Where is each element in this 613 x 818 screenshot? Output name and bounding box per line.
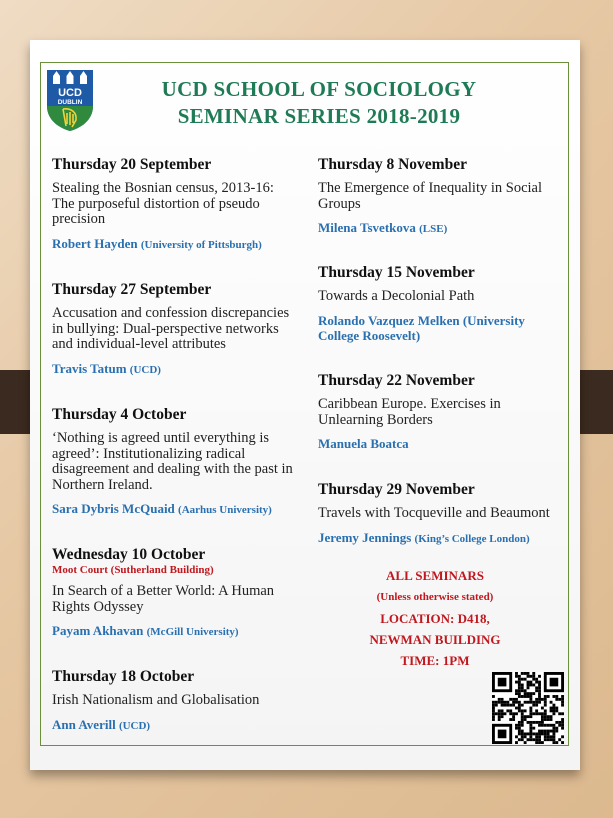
talk-title-line: The Emergence of Inequality in Social <box>318 180 542 196</box>
seminar-talk-title <box>52 431 314 493</box>
talk-title-line: Accusation and confession discrepancies <box>52 305 290 321</box>
speaker-affiliation: (Aarhus University) <box>178 504 272 516</box>
seminar-entry <box>52 156 314 253</box>
speaker-affiliation: (University <box>462 312 525 328</box>
seminar-speaker <box>318 313 574 343</box>
speaker-name: Rolando Vazquez Melken <box>318 312 460 328</box>
seminar-entry <box>318 264 574 343</box>
seminar-date: Thursday 15 November <box>318 264 475 281</box>
talk-title-line: agreed’: Institutionalizing radical <box>52 445 246 462</box>
seminar-speaker <box>318 530 574 547</box>
seminar-date: Thursday 4 October <box>52 406 187 423</box>
seminar-speaker <box>52 623 314 640</box>
talk-title-line: Irish Nationalism and Globalisation <box>52 692 260 708</box>
seminar-date: Thursday 20 September <box>52 156 212 173</box>
talk-title-line: The purposeful distortion of pseudo <box>52 195 260 212</box>
talk-title-line: Unlearning Borders <box>318 411 433 428</box>
speaker-affiliation: (King’s College London) <box>414 532 530 545</box>
seminar-talk-title <box>318 289 574 305</box>
seminar-speaker <box>52 361 314 378</box>
talk-title-line: Towards a Decolonial Path <box>318 288 475 304</box>
notice-all-seminars: ALL SEMINARS <box>386 568 484 583</box>
speaker-name: Robert Hayden <box>52 235 138 251</box>
seminar-entry <box>52 281 314 378</box>
seminar-talk-title <box>318 181 574 212</box>
notice-building: NEWMAN BUILDING <box>369 632 501 647</box>
speaker-name: Milena Tsvetkova <box>318 220 416 235</box>
seminar-venue: Moot Court (Sutherland Building) <box>52 564 214 576</box>
seminar-talk-title <box>318 506 574 522</box>
speaker-affiliation: (UCD) <box>118 719 151 732</box>
svg-text:DUBLIN: DUBLIN <box>57 99 83 106</box>
seminar-date: Thursday 27 September <box>52 281 212 298</box>
seminar-speaker <box>52 501 314 518</box>
title-line-1: UCD SCHOOL OF SOCIOLOGY <box>161 77 477 101</box>
seminar-talk-title <box>52 306 314 353</box>
speaker-affiliation: (LSE) <box>419 223 448 235</box>
seminar-talk-title <box>52 584 314 615</box>
speaker-affiliation: College Roosevelt) <box>318 327 421 343</box>
ucd-crest-icon <box>45 68 95 132</box>
seminar-talk-title <box>52 693 314 709</box>
seminar-entry <box>318 156 574 237</box>
seminar-date: Thursday 22 November <box>318 372 475 389</box>
seminar-info-notice <box>340 566 530 671</box>
seminar-entry <box>318 372 574 451</box>
notice-time: TIME: 1PM <box>400 653 470 668</box>
talk-title-line: Groups <box>318 195 361 212</box>
seminar-speaker <box>52 236 314 253</box>
talk-title-line: precision <box>52 211 106 227</box>
speaker-affiliation: (University of Pittsburgh) <box>140 238 262 251</box>
seminar-speaker <box>52 717 314 734</box>
seminar-speaker <box>318 436 574 451</box>
speaker-name: Payam Akhavan <box>52 623 144 638</box>
speaker-name: Sara Dybris McQuaid <box>52 501 175 516</box>
seminar-speaker <box>318 220 574 237</box>
speaker-affiliation: (UCD) <box>129 363 161 376</box>
seminar-talk-title <box>318 397 574 428</box>
talk-title-line: and individual-level attributes <box>52 336 226 352</box>
speaker-name: Jeremy Jennings <box>318 529 412 545</box>
notice-exception: (Unless otherwise stated) <box>376 591 494 603</box>
speaker-affiliation: (McGill University) <box>146 626 239 638</box>
seminar-entry <box>52 668 314 734</box>
seminar-date: Thursday 18 October <box>52 668 195 685</box>
talk-title-line: Caribbean Europe. Exercises in <box>318 396 501 412</box>
speaker-name: Manuela Boatca <box>318 436 409 451</box>
talk-title-line: Stealing the Bosnian census, 2013-16: <box>52 180 274 196</box>
title-line-2: SEMINAR SERIES 2018-2019 <box>177 104 461 128</box>
notice-location: LOCATION: D418, <box>380 611 490 626</box>
seminar-talk-title <box>52 181 314 228</box>
seminar-entry <box>318 481 574 547</box>
speaker-name: Travis Tatum <box>52 360 127 376</box>
talk-title-line: disagreement and dealing with the past in <box>52 461 293 477</box>
talk-title-line: Rights Odyssey <box>52 598 144 615</box>
poster-title <box>110 76 528 130</box>
seminar-date: Thursday 29 November <box>318 481 475 498</box>
talk-title-line: Travels with Tocqueville and Beaumont <box>318 505 550 521</box>
talk-title-line: Northern Ireland. <box>52 476 153 493</box>
svg-text:UCD: UCD <box>58 87 82 99</box>
seminar-date: Wednesday 10 October <box>52 546 206 563</box>
qr-code-icon[interactable] <box>492 672 564 744</box>
seminar-entry <box>52 406 314 518</box>
speaker-name: Ann Averill <box>52 716 116 732</box>
talk-title-line: ‘Nothing is agreed until everything is <box>52 430 270 446</box>
seminar-date: Thursday 8 November <box>318 156 467 173</box>
talk-title-line: In Search of a Better World: A Human <box>52 583 275 599</box>
seminar-entry <box>52 546 314 640</box>
talk-title-line: in bullying: Dual-perspective networks <box>52 320 279 337</box>
